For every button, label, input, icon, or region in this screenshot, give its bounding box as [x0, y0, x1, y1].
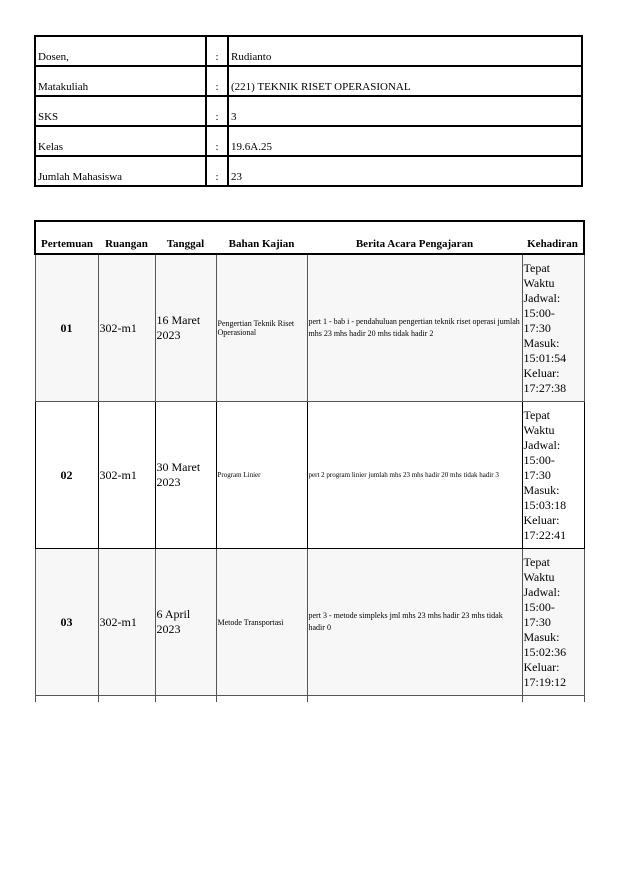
info-value: 3	[228, 96, 582, 126]
header-kehadiran: Kehadiran	[522, 221, 584, 254]
info-label: Dosen,	[35, 36, 206, 66]
berita-acara-cell: pert 2 program linier jumlah mhs 23 mhs hadir 20 mhs tidak hadir 3	[307, 402, 522, 549]
ruangan-cell: 302-m1	[98, 254, 155, 402]
kehadiran-line: Keluar:	[523, 512, 560, 527]
tanggal-cell: 30 Maret 2023	[155, 402, 216, 549]
table-row	[35, 549, 584, 696]
info-label: Matakuliah	[35, 66, 206, 96]
info-row-jumlah-mahasiswa	[35, 156, 582, 186]
info-separator: :	[206, 96, 228, 126]
kehadiran-cell	[522, 549, 584, 696]
tanggal-cell: 6 April 2023	[155, 549, 216, 696]
info-separator: :	[206, 156, 228, 186]
kehadiran-line: Masuk:	[523, 629, 560, 644]
header-tanggal: Tanggal	[155, 221, 216, 254]
header-berita-acara: Berita Acara Pengajaran	[307, 221, 522, 254]
kehadiran-line: 15:00-	[523, 305, 555, 320]
info-row-matakuliah	[35, 66, 582, 96]
header-pertemuan: Pertemuan	[35, 221, 98, 254]
kehadiran-line: Jadwal:	[523, 584, 561, 599]
table-continuation-row	[35, 696, 584, 703]
info-label: Jumlah Mahasiswa	[35, 156, 206, 186]
info-value: 19.6A.25	[228, 126, 582, 156]
kehadiran-line: Waktu	[523, 422, 555, 437]
berita-acara-cell: pert 1 - bab i - pendahuluan pengertian teknik riset operasi jumlah mhs 23 mhs hadir 20 mhs tidak hadir 2	[307, 254, 522, 402]
info-value: 23	[228, 156, 582, 186]
bahan-kajian-cell: Program Linier	[216, 402, 307, 549]
header-ruangan: Ruangan	[98, 221, 155, 254]
info-value: Rudianto	[228, 36, 582, 66]
kehadiran-line: 17:30	[523, 614, 551, 629]
kehadiran-line: Jadwal:	[523, 437, 561, 452]
kehadiran-line: 17:22:41	[523, 527, 567, 542]
kehadiran-line: 15:02:36	[523, 644, 567, 659]
info-row-kelas	[35, 126, 582, 156]
kehadiran-line: 17:19:12	[523, 674, 567, 689]
kehadiran-cell	[522, 402, 584, 549]
info-label: SKS	[35, 96, 206, 126]
info-label: Kelas	[35, 126, 206, 156]
kehadiran-line: Masuk:	[523, 482, 560, 497]
info-row-sks	[35, 96, 582, 126]
kehadiran-line: Keluar:	[523, 365, 560, 380]
info-separator: :	[206, 66, 228, 96]
kehadiran-line: Waktu	[523, 569, 555, 584]
kehadiran-line: Masuk:	[523, 335, 560, 350]
berita-acara-cell: pert 3 - metode simpleks jml mhs 23 mhs hadir 23 mhs tidak hadir 0	[307, 549, 522, 696]
info-separator: :	[206, 126, 228, 156]
header-bahan-kajian: Bahan Kajian	[216, 221, 307, 254]
pertemuan-cell: 02	[35, 402, 98, 549]
bahan-kajian-cell: Metode Transportasi	[216, 549, 307, 696]
ruangan-cell: 302-m1	[98, 549, 155, 696]
tanggal-cell: 16 Maret 2023	[155, 254, 216, 402]
info-separator: :	[206, 36, 228, 66]
attendance-table	[34, 220, 585, 702]
ruangan-cell: 302-m1	[98, 402, 155, 549]
kehadiran-line: Tepat	[523, 407, 550, 422]
table-row	[35, 402, 584, 549]
info-value: (221) TEKNIK RISET OPERASIONAL	[228, 66, 582, 96]
kehadiran-line: 17:30	[523, 320, 551, 335]
kehadiran-line: Jadwal:	[523, 290, 561, 305]
kehadiran-line: 15:00-	[523, 452, 555, 467]
table-row	[35, 254, 584, 402]
bahan-kajian-cell: Pengertian Teknik Riset Operasional	[216, 254, 307, 402]
kehadiran-line: Tepat	[523, 260, 550, 275]
course-info-table	[34, 35, 583, 187]
kehadiran-cell	[522, 254, 584, 402]
kehadiran-line: 15:01:54	[523, 350, 567, 365]
kehadiran-line: Tepat	[523, 554, 550, 569]
kehadiran-line: 15:00-	[523, 599, 555, 614]
kehadiran-line: 17:30	[523, 467, 551, 482]
info-row-dosen	[35, 36, 582, 66]
kehadiran-line: 15:03:18	[523, 497, 567, 512]
kehadiran-line: Keluar:	[523, 659, 560, 674]
kehadiran-line: Waktu	[523, 275, 555, 290]
table-header-row	[35, 221, 584, 254]
kehadiran-line: 17:27:38	[523, 380, 567, 395]
pertemuan-cell: 03	[35, 549, 98, 696]
pertemuan-cell: 01	[35, 254, 98, 402]
